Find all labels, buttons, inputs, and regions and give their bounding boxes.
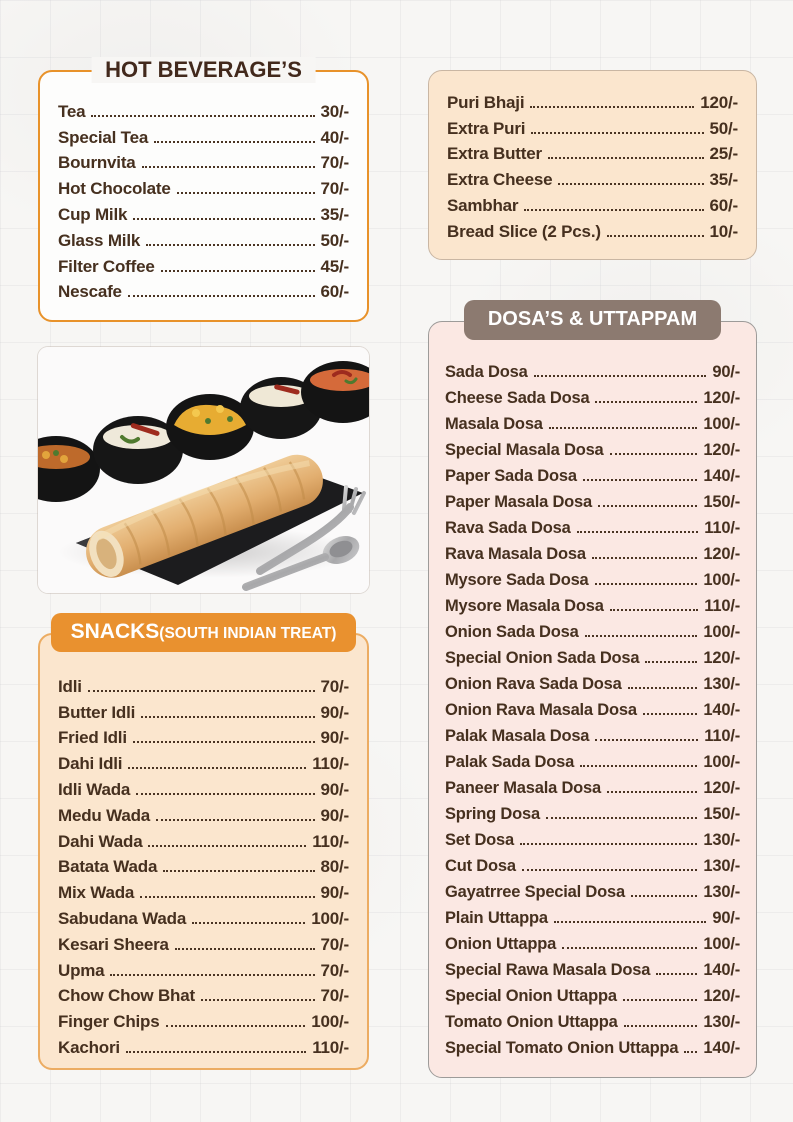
menu-item-name: Upma xyxy=(58,960,105,980)
dot-leader xyxy=(595,401,697,403)
menu-item-row xyxy=(58,981,349,1007)
menu-item-row xyxy=(445,616,740,642)
menu-item-name: Dahi Idli xyxy=(58,754,123,774)
menu-item-name: Idli Wada xyxy=(58,779,131,799)
menu-item-row xyxy=(58,826,349,852)
dot-leader xyxy=(595,739,698,741)
menu-item-name: Bread Slice (2 Pcs.) xyxy=(447,221,601,241)
menu-item-row xyxy=(445,850,740,876)
menu-item-name: Extra Cheese xyxy=(447,170,553,190)
menu-item-row xyxy=(445,876,740,902)
dot-leader xyxy=(133,741,315,743)
menu-item-price: 90/- xyxy=(712,363,740,381)
menu-item-price: 70/- xyxy=(320,934,349,954)
menu-item-row xyxy=(58,173,349,199)
menu-item-price: 130/- xyxy=(703,675,740,693)
dot-leader xyxy=(146,244,314,246)
dot-leader xyxy=(91,115,314,117)
menu-item-row xyxy=(447,216,738,242)
menu-item-price: 100/- xyxy=(703,415,740,433)
menu-item-name: Extra Butter xyxy=(447,144,542,164)
dosa-photo xyxy=(38,347,369,593)
dot-leader xyxy=(163,870,314,872)
menu-item-price: 25/- xyxy=(709,144,738,164)
dot-leader xyxy=(534,375,707,377)
menu-item-row xyxy=(58,903,349,929)
menu-item-price: 35/- xyxy=(320,204,349,224)
menu-item-row xyxy=(58,697,349,723)
menu-item-row xyxy=(445,564,740,590)
dot-leader xyxy=(154,141,314,143)
menu-item-price: 140/- xyxy=(703,1039,740,1057)
dot-leader xyxy=(628,687,698,689)
menu-item-name: Paneer Masala Dosa xyxy=(445,779,601,797)
menu-item-name: Finger Chips xyxy=(58,1012,160,1032)
dot-leader xyxy=(607,791,697,793)
menu-item-row xyxy=(445,460,740,486)
menu-item-price: 110/- xyxy=(704,519,740,537)
menu-item-price: 100/- xyxy=(311,1012,349,1032)
menu-item-name: Dahi Wada xyxy=(58,831,143,851)
menu-item-name: Paper Masala Dosa xyxy=(445,493,593,511)
snacks-list xyxy=(38,633,369,1070)
menu-item-row xyxy=(445,824,740,850)
dot-leader xyxy=(192,922,305,924)
menu-item-price: 110/- xyxy=(312,831,349,851)
menu-item-price: 140/- xyxy=(703,961,740,979)
menu-item-row xyxy=(58,251,349,277)
menu-item-name: Batata Wada xyxy=(58,857,158,877)
menu-item-name: Mix Wada xyxy=(58,883,135,903)
dot-leader xyxy=(141,716,314,718)
menu-item-row xyxy=(58,955,349,981)
menu-item-row xyxy=(445,954,740,980)
menu-item-name: Cheese Sada Dosa xyxy=(445,389,590,407)
menu-item-row xyxy=(58,199,349,225)
dot-leader xyxy=(548,157,704,159)
menu-item-row xyxy=(445,538,740,564)
menu-item-row xyxy=(445,928,740,954)
dot-leader xyxy=(645,661,697,663)
dot-leader xyxy=(126,1051,306,1053)
menu-item-name: Special Masala Dosa xyxy=(445,441,604,459)
menu-item-name: Cup Milk xyxy=(58,204,128,224)
dot-leader xyxy=(166,1025,306,1027)
section-dosas xyxy=(428,300,757,1078)
menu-item-price: 120/- xyxy=(703,649,740,667)
extras-list xyxy=(447,87,738,242)
dot-leader xyxy=(607,235,704,237)
menu-item-name: Medu Wada xyxy=(58,805,151,825)
menu-item-price: 50/- xyxy=(709,118,738,138)
dot-leader xyxy=(201,999,315,1001)
menu-item-price: 60/- xyxy=(709,195,738,215)
section-title-hot-beverages: HOT BEVERAGE’S xyxy=(91,57,316,83)
menu-item-price: 110/- xyxy=(312,754,349,774)
dot-leader xyxy=(643,713,698,715)
dot-leader xyxy=(580,765,697,767)
menu-item-row xyxy=(58,671,349,697)
dot-leader xyxy=(554,921,707,923)
menu-item-price: 90/- xyxy=(320,702,349,722)
menu-item-name: Special Rawa Masala Dosa xyxy=(445,961,651,979)
dot-leader xyxy=(175,948,315,950)
menu-item-row xyxy=(445,434,740,460)
menu-item-price: 110/- xyxy=(704,727,740,745)
menu-item-price: 70/- xyxy=(320,179,349,199)
menu-item-name: Rava Sada Dosa xyxy=(445,519,571,537)
menu-item-name: Masala Dosa xyxy=(445,415,543,433)
menu-item-price: 100/- xyxy=(703,935,740,953)
menu-item-row xyxy=(445,980,740,1006)
menu-item-price: 150/- xyxy=(703,805,740,823)
dot-leader xyxy=(142,166,315,168)
menu-item-row xyxy=(445,694,740,720)
dot-leader xyxy=(136,793,314,795)
menu-item-row xyxy=(445,382,740,408)
menu-item-row xyxy=(58,225,349,251)
dot-leader xyxy=(656,973,697,975)
menu-item-name: Gayatrree Special Dosa xyxy=(445,883,625,901)
menu-item-row xyxy=(445,902,740,928)
menu-item-price: 30/- xyxy=(320,101,349,121)
dot-leader xyxy=(598,505,697,507)
menu-item-name: Special Onion Sada Dosa xyxy=(445,649,640,667)
menu-item-row xyxy=(447,190,738,216)
snacks-subtitle: (SOUTH INDIAN TREAT) xyxy=(159,625,337,642)
menu-item-row xyxy=(58,800,349,826)
menu-item-row xyxy=(58,277,349,303)
menu-item-price: 100/- xyxy=(703,623,740,641)
dot-leader xyxy=(128,295,315,297)
hot-beverages-list xyxy=(58,96,349,302)
menu-item-name: Palak Masala Dosa xyxy=(445,727,590,745)
menu-item-row xyxy=(445,642,740,668)
menu-item-price: 70/- xyxy=(320,676,349,696)
menu-item-row xyxy=(445,486,740,512)
menu-item-name: Chow Chow Bhat xyxy=(58,986,195,1006)
dot-leader xyxy=(583,479,698,481)
dot-leader xyxy=(610,609,699,611)
menu-item-row xyxy=(447,87,738,113)
menu-item-name: Special Onion Uttappa xyxy=(445,987,617,1005)
menu-item-name: Mysore Sada Dosa xyxy=(445,571,589,589)
dot-leader xyxy=(161,270,315,272)
menu-item-price: 110/- xyxy=(312,1037,349,1057)
dot-leader xyxy=(177,192,315,194)
menu-item-name: Paper Sada Dosa xyxy=(445,467,577,485)
menu-item-price: 100/- xyxy=(703,571,740,589)
menu-item-row xyxy=(445,356,740,382)
menu-item-price: 90/- xyxy=(320,805,349,825)
menu-item-price: 120/- xyxy=(703,987,740,1005)
menu-item-row xyxy=(445,1006,740,1032)
menu-item-price: 100/- xyxy=(703,753,740,771)
menu-item-name: Special Tomato Onion Uttappa xyxy=(445,1039,679,1057)
menu-item-price: 70/- xyxy=(320,153,349,173)
dot-leader xyxy=(88,690,315,692)
dot-leader xyxy=(595,583,698,585)
menu-item-price: 90/- xyxy=(320,728,349,748)
menu-item-row xyxy=(58,852,349,878)
menu-item-name: Onion Rava Sada Dosa xyxy=(445,675,622,693)
section-title-dosas: DOSA’S & UTTAPPAM xyxy=(464,300,721,340)
dot-leader xyxy=(148,845,306,847)
section-hot-beverages xyxy=(38,57,369,322)
menu-item-row xyxy=(445,408,740,434)
menu-item-name: Extra Puri xyxy=(447,118,526,138)
menu-item-price: 120/- xyxy=(703,441,740,459)
menu-item-price: 40/- xyxy=(320,127,349,147)
menu-item-name: Puri Bhaji xyxy=(447,92,525,112)
snacks-title: SNACKS xyxy=(70,620,160,643)
section-extras xyxy=(428,70,757,260)
menu-item-price: 130/- xyxy=(703,857,740,875)
menu-item-name: Hot Chocolate xyxy=(58,179,171,199)
dot-leader xyxy=(577,531,699,533)
menu-item-name: Plain Uttappa xyxy=(445,909,548,927)
menu-item-row xyxy=(445,746,740,772)
menu-item-name: Bournvita xyxy=(58,153,136,173)
menu-item-name: Sada Dosa xyxy=(445,363,528,381)
menu-item-price: 45/- xyxy=(320,256,349,276)
menu-item-row xyxy=(58,748,349,774)
menu-item-row xyxy=(445,668,740,694)
menu-item-name: Mysore Masala Dosa xyxy=(445,597,604,615)
menu-item-price: 100/- xyxy=(311,908,349,928)
section-snacks xyxy=(38,613,369,1070)
menu-item-row xyxy=(58,1032,349,1058)
dot-leader xyxy=(133,218,314,220)
dosa-platter-image xyxy=(38,347,369,593)
menu-item-name: Sambhar xyxy=(447,195,519,215)
menu-item-row xyxy=(445,798,740,824)
menu-item-row xyxy=(58,877,349,903)
menu-item-name: Filter Coffee xyxy=(58,256,155,276)
menu-item-price: 140/- xyxy=(703,701,740,719)
menu-item-row xyxy=(58,774,349,800)
menu-item-name: Spring Dosa xyxy=(445,805,540,823)
dot-leader xyxy=(531,132,703,134)
menu-item-row xyxy=(445,1032,740,1058)
dot-leader xyxy=(623,999,698,1001)
menu-item-price: 50/- xyxy=(320,230,349,250)
menu-item-name: Onion Uttappa xyxy=(445,935,557,953)
menu-item-row xyxy=(445,512,740,538)
menu-item-price: 130/- xyxy=(703,1013,740,1031)
menu-item-price: 90/- xyxy=(320,779,349,799)
menu-item-price: 140/- xyxy=(703,467,740,485)
menu-item-price: 70/- xyxy=(320,960,349,980)
menu-item-row xyxy=(447,139,738,165)
menu-item-name: Tomato Onion Uttappa xyxy=(445,1013,618,1031)
menu-item-name: Kachori xyxy=(58,1037,120,1057)
menu-item-name: Idli xyxy=(58,676,82,696)
menu-item-row xyxy=(58,96,349,122)
menu-item-name: Special Tea xyxy=(58,127,149,147)
menu-item-row xyxy=(445,772,740,798)
dot-leader xyxy=(684,1051,697,1053)
menu-item-price: 10/- xyxy=(709,221,738,241)
menu-item-price: 120/- xyxy=(700,92,738,112)
menu-item-row xyxy=(447,164,738,190)
menu-item-name: Nescafe xyxy=(58,282,122,302)
menu-item-name: Glass Milk xyxy=(58,230,141,250)
dot-leader xyxy=(156,819,314,821)
dot-leader xyxy=(562,947,697,949)
menu-item-price: 120/- xyxy=(703,779,740,797)
dot-leader xyxy=(530,106,694,108)
menu-item-price: 90/- xyxy=(712,909,740,927)
menu-item-price: 35/- xyxy=(709,170,738,190)
dot-leader xyxy=(631,895,697,897)
dot-leader xyxy=(610,453,698,455)
menu-item-name: Sabudana Wada xyxy=(58,908,187,928)
section-title-snacks xyxy=(51,613,357,652)
menu-item-row xyxy=(58,929,349,955)
menu-item-name: Kesari Sheera xyxy=(58,934,169,954)
dot-leader xyxy=(128,767,306,769)
menu-item-price: 130/- xyxy=(703,831,740,849)
dot-leader xyxy=(520,843,697,845)
dot-leader xyxy=(546,817,697,819)
dot-leader xyxy=(110,974,314,976)
menu-item-price: 60/- xyxy=(320,282,349,302)
menu-item-row xyxy=(58,122,349,148)
menu-item-price: 150/- xyxy=(703,493,740,511)
menu-item-row xyxy=(447,113,738,139)
dot-leader xyxy=(549,427,698,429)
menu-item-price: 130/- xyxy=(703,883,740,901)
menu-item-name: Rava Masala Dosa xyxy=(445,545,586,563)
menu-item-name: Butter Idli xyxy=(58,702,136,722)
menu-item-name: Tea xyxy=(58,101,86,121)
menu-item-name: Onion Sada Dosa xyxy=(445,623,579,641)
menu-item-row xyxy=(445,590,740,616)
menu-item-price: 90/- xyxy=(320,883,349,903)
dot-leader xyxy=(592,557,698,559)
menu-item-price: 120/- xyxy=(703,389,740,407)
dot-leader xyxy=(522,869,698,871)
menu-item-row xyxy=(58,148,349,174)
menu-item-price: 70/- xyxy=(320,986,349,1006)
menu-item-price: 80/- xyxy=(320,857,349,877)
menu-item-price: 110/- xyxy=(704,597,740,615)
dot-leader xyxy=(524,209,703,211)
menu-item-name: Fried Idli xyxy=(58,728,127,748)
menu-item-name: Set Dosa xyxy=(445,831,515,849)
menu-item-row xyxy=(58,723,349,749)
dot-leader xyxy=(558,183,703,185)
menu-item-price: 120/- xyxy=(703,545,740,563)
dot-leader xyxy=(585,635,698,637)
menu-item-name: Onion Rava Masala Dosa xyxy=(445,701,637,719)
dot-leader xyxy=(140,896,314,898)
menu-item-row xyxy=(445,720,740,746)
dot-leader xyxy=(624,1025,698,1027)
menu-item-name: Palak Sada Dosa xyxy=(445,753,575,771)
dosas-list xyxy=(428,321,757,1078)
menu-item-name: Cut Dosa xyxy=(445,857,516,875)
menu-item-row xyxy=(58,1006,349,1032)
